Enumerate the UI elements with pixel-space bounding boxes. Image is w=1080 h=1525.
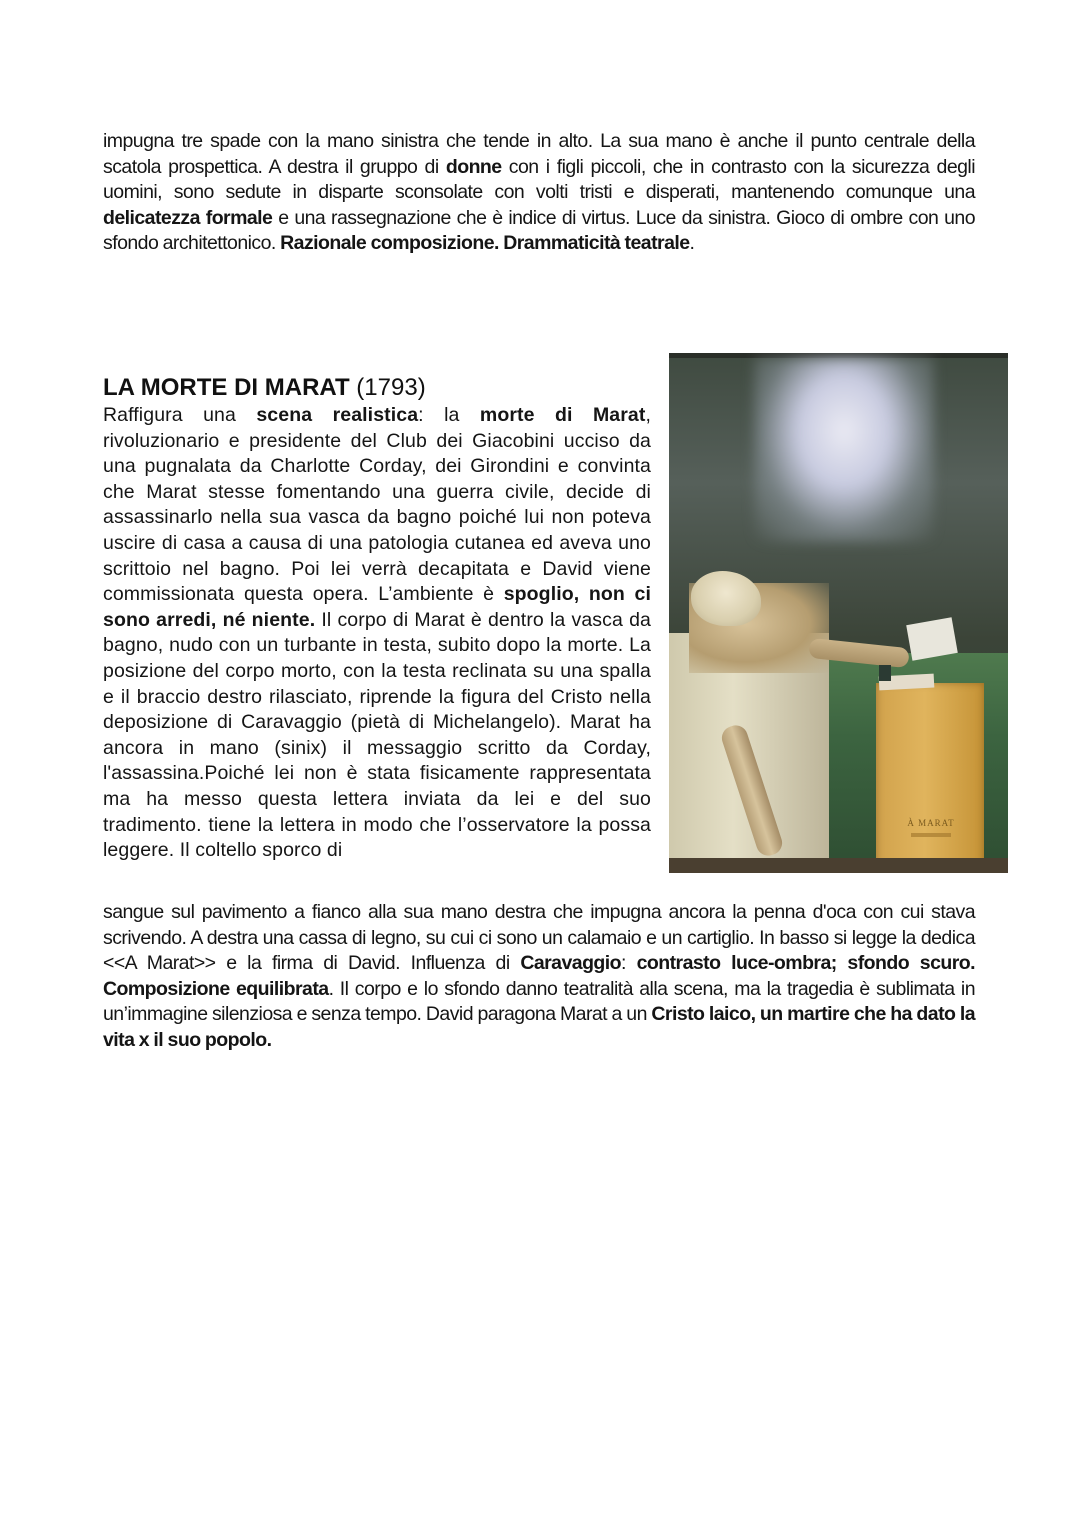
intro-paragraph xyxy=(103,129,975,257)
section-title-morte-di-marat xyxy=(103,374,426,402)
bold-text-run: scena realistica xyxy=(256,404,419,426)
title-year: (1793) xyxy=(349,374,426,401)
bold-text-run: contrasto luce-ombra; sfondo scuro. Composizione equilibrata xyxy=(103,952,975,1000)
bold-text-run: Cristo laico, un martire che ha dato la vita x il suo popolo. xyxy=(103,1003,976,1051)
text-run: con i figli piccoli, che in contrasto con la sicurezza degli uomini, sono sedute in disparte sconsolate con volti tristi e disperati, mantenendo comunque una xyxy=(103,155,975,204)
painting-signature xyxy=(911,833,951,837)
bold-text-run: delicatezza formale xyxy=(103,206,273,229)
painting-light-area xyxy=(754,357,934,542)
marat-body-wrapped xyxy=(103,403,651,864)
text-run: impugna tre spade con la mano sinistra che tende in alto. La sua mano è anche il punto centrale della scatola prospettica. A destra il gruppo di xyxy=(103,130,975,178)
bold-text-run: Razionale composizione. Drammaticità teatrale xyxy=(280,232,690,255)
painting-wooden-crate xyxy=(876,683,984,871)
text-run: . Il corpo e lo sfondo danno teatralità alla scena, ma la tragedia è sublimata in un’immagine silenziosa e senza tempo. David paragona Marat a un xyxy=(103,977,975,1026)
text-run: , rivoluzionario e presidente del Club dei Giacobini ucciso da una pugnalata da Charlotte Corday, dei Girondini e convinta che Marat stesse fomentando una guerra civile, decide di assassinarlo nella sua vasca da bagno poiché lui non poteva uscire di casa a causa di una patologia cutanea ed aveva uno scrittoio nel bagno. Poi lei verrà decapitata e David viene commissionata questa opera. L’ambiente è xyxy=(103,404,651,606)
painting-dedication: À MARAT xyxy=(907,818,955,828)
text-run: sangue sul pavimento a fianco alla sua mano destra che impugna ancora la penna d'oca con cui stava scrivendo. A destra una cassa di legno, su cui ci sono un calamaio e un cartiglio. In basso si legge la dedica <<A Marat>> e la firma di David. Influenza di xyxy=(103,901,975,975)
painting-floor xyxy=(669,858,1008,873)
text-run: Raffigura una xyxy=(103,404,257,426)
text-run: . xyxy=(689,232,695,255)
text-run: : la xyxy=(418,404,480,426)
painting-image-morte-di-marat xyxy=(669,353,1008,873)
text-run: Il corpo di Marat è dentro la vasca da bagno, nudo con un turbante in testa, subito dopo la morte. La posizione del corpo morto, con la testa reclinata su una spalla e il braccio destro rilasciato, riprende la figura del Cristo nella deposizione di Caravaggio (pietà di Michelangelo). Marat ha ancora in mano (sinix) il messaggio scritto da Corday, l'assassina.Poiché lei non è stata fisicamente rappresentata ma ha messo questa lettera inviata da lei e del suo tradimento. tiene la lettera in modo che l’osservatore la possa leggere. Il coltello sporco di xyxy=(103,608,651,862)
painting-inkwell xyxy=(879,665,891,681)
bold-text-run: donne xyxy=(445,155,502,178)
title-text: LA MORTE DI MARAT xyxy=(103,374,350,401)
bold-text-run: Caravaggio xyxy=(520,952,622,975)
marat-body-full-width xyxy=(103,900,975,1054)
painting-turban xyxy=(691,571,761,626)
text-run: e una rassegnazione che è indice di virtus. Luce da sinistra. Gioco di ombre con uno sfondo architettonico. xyxy=(103,206,976,255)
bold-text-run: morte di Marat xyxy=(479,404,646,426)
text-run: : xyxy=(621,952,637,975)
bold-text-run: spoglio, non ci sono arredi, né niente. xyxy=(103,583,651,631)
